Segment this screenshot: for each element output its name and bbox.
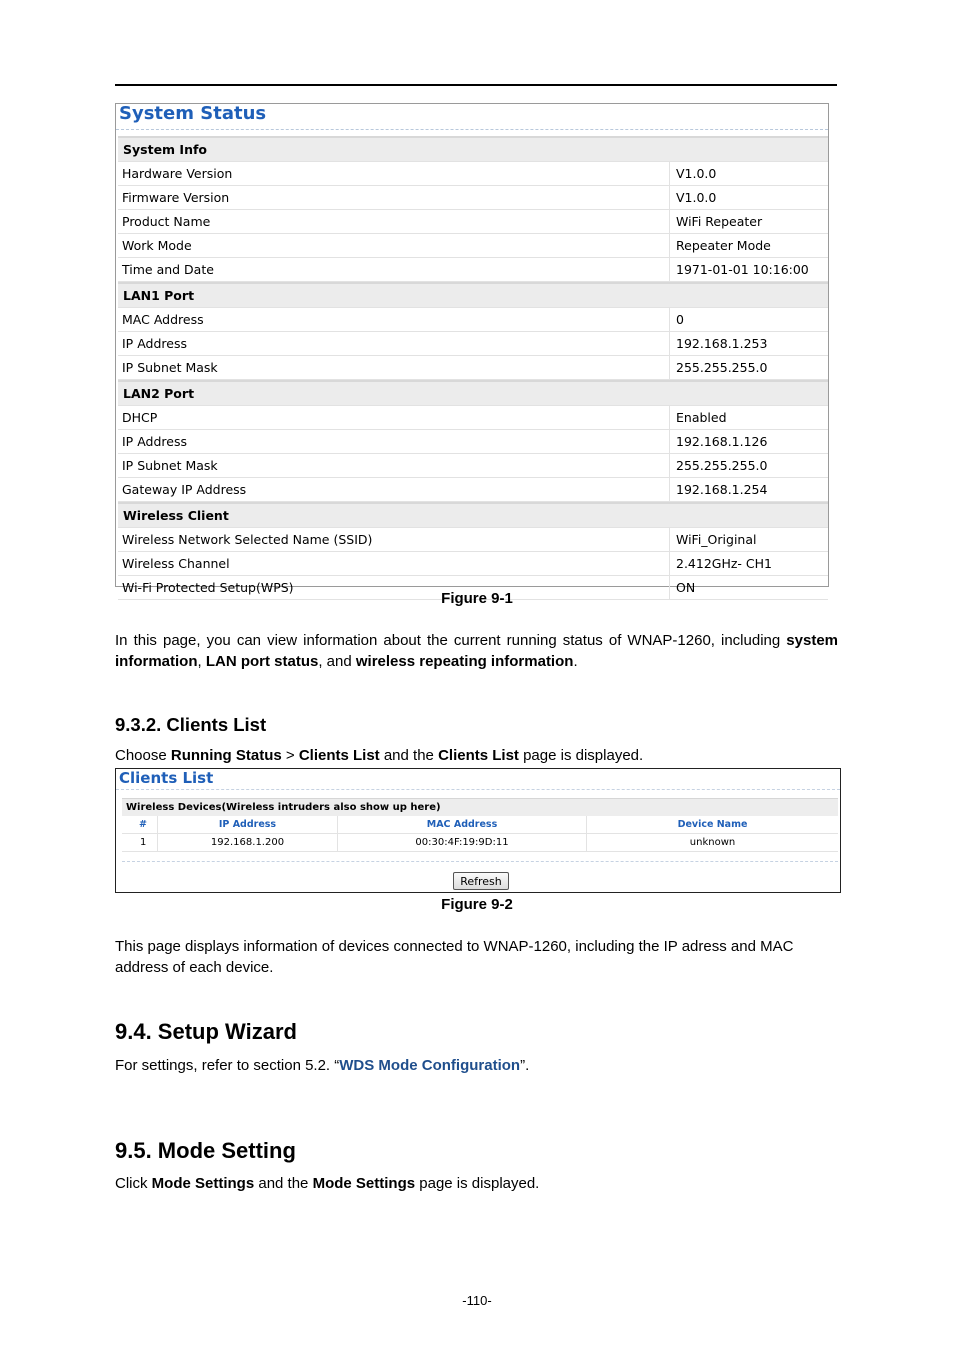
status-label: Product Name: [118, 210, 670, 233]
text: , and: [318, 653, 356, 670]
status-value: 192.168.1.253: [676, 336, 768, 351]
row-ip-address: 192.168.1.200: [158, 834, 338, 851]
column-header-device-name: Device Name: [677, 819, 748, 830]
status-value: Enabled: [676, 410, 727, 425]
mode-setting-heading: 9.5. Mode Setting: [115, 1138, 296, 1163]
status-value: WiFi Repeater: [676, 214, 763, 229]
clients-list-heading: 9.3.2. Clients List: [115, 714, 267, 735]
header-rule: [115, 84, 837, 86]
text: Choose: [115, 747, 171, 764]
bold-text: Running Status: [170, 747, 282, 764]
status-value: 0: [676, 312, 684, 327]
text: In this page, you can view information about the current running status of WNAP-1260, including: [115, 632, 787, 649]
status-value: 255.255.255.0: [676, 360, 768, 375]
status-label: Gateway IP Address: [118, 478, 670, 501]
status-row: [118, 478, 828, 502]
status-label: Hardware Version: [118, 162, 670, 185]
wds-mode-configuration-link[interactable]: WDS Mode Configuration: [339, 1057, 521, 1074]
text: For settings, refer to section 5.2. “: [115, 1057, 340, 1074]
system-status-table: [118, 136, 828, 600]
status-row: [118, 308, 828, 332]
status-row: [118, 258, 828, 282]
status-label: IP Address: [118, 332, 670, 355]
text: page is displayed.: [518, 747, 644, 764]
status-row: [118, 186, 828, 210]
status-row: [118, 162, 828, 186]
bold-text: LAN port status: [205, 653, 319, 670]
bold-text: Mode Settings: [151, 1175, 255, 1192]
figure-9-2-caption: Figure 9-2: [441, 896, 513, 913]
text: >: [281, 747, 299, 764]
status-label: Wireless Channel: [118, 552, 670, 575]
status-label: DHCP: [118, 406, 670, 429]
status-row: [118, 430, 828, 454]
text: and the: [379, 747, 439, 764]
status-value: 2.412GHz- CH1: [676, 556, 772, 571]
refresh-button[interactable]: Refresh: [453, 872, 509, 890]
text: ”.: [520, 1057, 530, 1074]
column-header-ip: IP Address: [158, 816, 338, 833]
status-section-header: LAN1 Port: [118, 282, 828, 308]
status-value: V1.0.0: [676, 190, 717, 205]
status-label: IP Subnet Mask: [118, 356, 670, 379]
status-value: 1971-01-01 10:16:00: [676, 262, 809, 277]
column-header-number: #: [122, 816, 158, 833]
setup-wizard-text: [115, 1055, 838, 1076]
figure-9-1-caption: Figure 9-1: [441, 590, 513, 607]
bold-text: wireless repeating information: [355, 653, 574, 670]
status-value: Repeater Mode: [676, 238, 771, 253]
status-label: Wireless Network Selected Name (SSID): [118, 528, 670, 551]
status-row: [118, 454, 828, 478]
status-label: Wi-Fi Protected Setup(WPS): [118, 576, 670, 599]
row-number: 1: [122, 834, 158, 851]
status-row: [118, 210, 828, 234]
status-label: MAC Address: [118, 308, 670, 331]
clients-list-title: Clients List: [116, 769, 840, 790]
row-device-name: unknown: [689, 837, 736, 848]
bold-text: system information: [115, 632, 838, 670]
wireless-devices-caption: Wireless Devices(Wireless intruders also show up here): [122, 798, 838, 816]
status-row: [118, 552, 828, 576]
status-label: Time and Date: [118, 258, 670, 281]
clients-description: This page displays information of devices connected to WNAP-1260, including the IP adress and MAC address of each device.: [115, 938, 794, 976]
status-label: IP Address: [118, 430, 670, 453]
status-label: Firmware Version: [118, 186, 670, 209]
text: page is displayed.: [415, 1175, 540, 1192]
text: Click: [115, 1175, 152, 1192]
bold-text: Mode Settings: [312, 1175, 416, 1192]
page-number: -110-: [462, 1293, 492, 1308]
status-description: [115, 630, 838, 672]
text: ,: [197, 653, 206, 670]
setup-wizard-heading: 9.4. Setup Wizard: [115, 1019, 297, 1044]
clients-list-panel: [115, 768, 841, 893]
status-section-header: System Info: [118, 136, 828, 162]
bold-text: Clients List: [438, 747, 519, 764]
table-row: [122, 834, 838, 852]
mode-setting-text: [115, 1173, 838, 1194]
status-row: [118, 332, 828, 356]
column-header-mac: MAC Address: [338, 816, 587, 833]
status-value: V1.0.0: [676, 166, 717, 181]
clients-list-instruction: [115, 745, 838, 766]
status-row: [118, 406, 828, 430]
status-label: IP Subnet Mask: [118, 454, 670, 477]
status-value: 192.168.1.126: [676, 434, 768, 449]
status-value: 192.168.1.254: [676, 482, 768, 497]
system-status-panel: [115, 103, 829, 595]
text: and the: [254, 1175, 313, 1192]
clients-table-header: [122, 816, 838, 834]
status-row: [118, 234, 828, 258]
text: .: [573, 653, 578, 670]
status-row: [118, 528, 828, 552]
bold-text: Clients List: [298, 747, 380, 764]
status-section-header: LAN2 Port: [118, 380, 828, 406]
divider: [122, 861, 838, 862]
system-status-title: System Status: [116, 104, 828, 130]
status-value: 255.255.255.0: [676, 458, 768, 473]
status-row: [118, 356, 828, 380]
status-value: ON: [676, 580, 696, 595]
status-section-header: Wireless Client: [118, 502, 828, 528]
status-label: Work Mode: [118, 234, 670, 257]
status-value: WiFi_Original: [676, 532, 757, 547]
row-mac-address: 00:30:4F:19:9D:11: [338, 834, 587, 851]
